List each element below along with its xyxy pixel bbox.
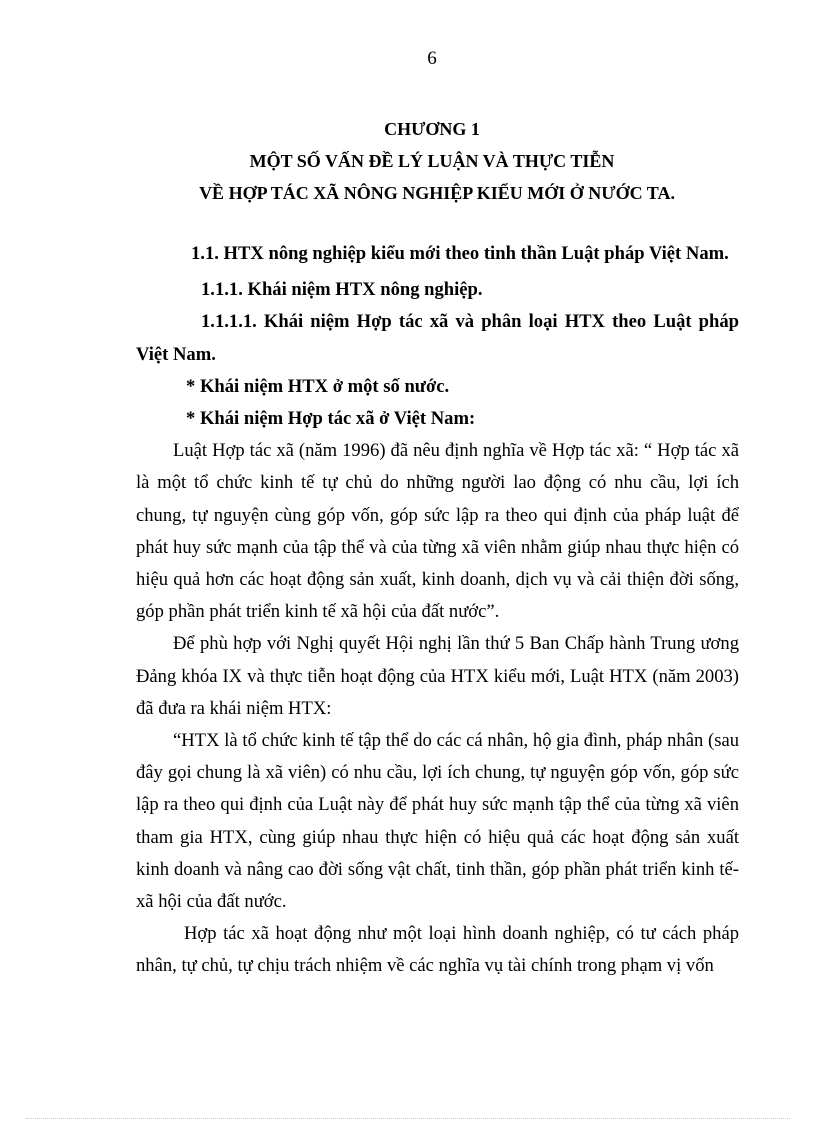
section-heading-1-1: 1.1. HTX nông nghiệp kiểu mới theo tinh thần Luật pháp Việt Nam. (191, 243, 729, 264)
chapter-title-line-2: VỀ HỢP TÁC XÃ NÔNG NGHIỆP KIỂU MỚI Ở NƯỚC TA. (199, 183, 675, 203)
section-heading-1-1-1-1: 1.1.1.1. Khái niệm Hợp tác xã và phân loại HTX theo Luật pháp Việt Nam. (136, 311, 739, 365)
paragraph-definition-1996: Luật Hợp tác xã (năm 1996) đã nêu định nghĩa về Hợp tác xã: “ Hợp tác xã là một tổ chức kinh tế tự chủ do những người lao động có nhu cầu, lợi ích chung, tự nguyện cùng góp vốn, góp sức lập ra theo qui định của pháp luật để phát huy sức mạnh của tập thể và của từng xã viên nhằm giúp nhau thực hiện có hiệu quả hơn các hoạt động sản xuất, kinh doanh, dịch vụ và cải thiện đời sống, góp phần phát triển kinh tế xã hội của đất nước”. (136, 440, 739, 623)
chapter-heading (0, 113, 816, 209)
section-heading-1-1-1: 1.1.1. Khái niệm HTX nông nghiệp. (201, 279, 483, 301)
chapter-title-line-1: MỘT SỐ VẤN ĐỀ LÝ LUẬN VÀ THỰC TIỄN (249, 151, 615, 171)
paragraph-quote-definition: “HTX là tổ chức kinh tế tập thể do các cá nhân, hộ gia đình, pháp nhân (sau đây gọi chung là xã viên) có nhu cầu, lợi ích chung, tự nguyện góp vốn, góp sức lập ra theo qui định của Luật này để phát huy sức mạnh tập thể của từng xã viên tham gia HTX, cùng giúp nhau thực hiện có hiệu quả các hoạt động sản xuất kinh doanh và nâng cao đời sống vật chất, tinh thần, góp phần phát triển kinh tế-xã hội của đất nước. (136, 730, 739, 913)
bullet-heading-foreign: * Khái niệm HTX ở một số nước. (186, 375, 450, 397)
chapter-label: CHƯƠNG 1 (384, 119, 480, 139)
paragraph-enterprise: Hợp tác xã hoạt động như một loại hình doanh nghiệp, có tư cách pháp nhân, tự chủ, tự chịu trách nhiệm về các nghĩa vụ tài chính trong phạm vị vốn (136, 923, 739, 977)
page-number: 6 (427, 48, 437, 69)
paragraph-resolution-2003: Để phù hợp với Nghị quyết Hội nghị lần thứ 5 Ban Chấp hành Trung ương Đảng khóa IX và thực tiễn hoạt động của HTX kiểu mới, Luật HTX (năm 2003) đã đưa ra khái niệm HTX: (136, 633, 739, 719)
page-bottom-rule (26, 1118, 790, 1119)
document-body (136, 238, 739, 983)
bullet-heading-vietnam: * Khái niệm Hợp tác xã ở Việt Nam: (186, 408, 476, 430)
